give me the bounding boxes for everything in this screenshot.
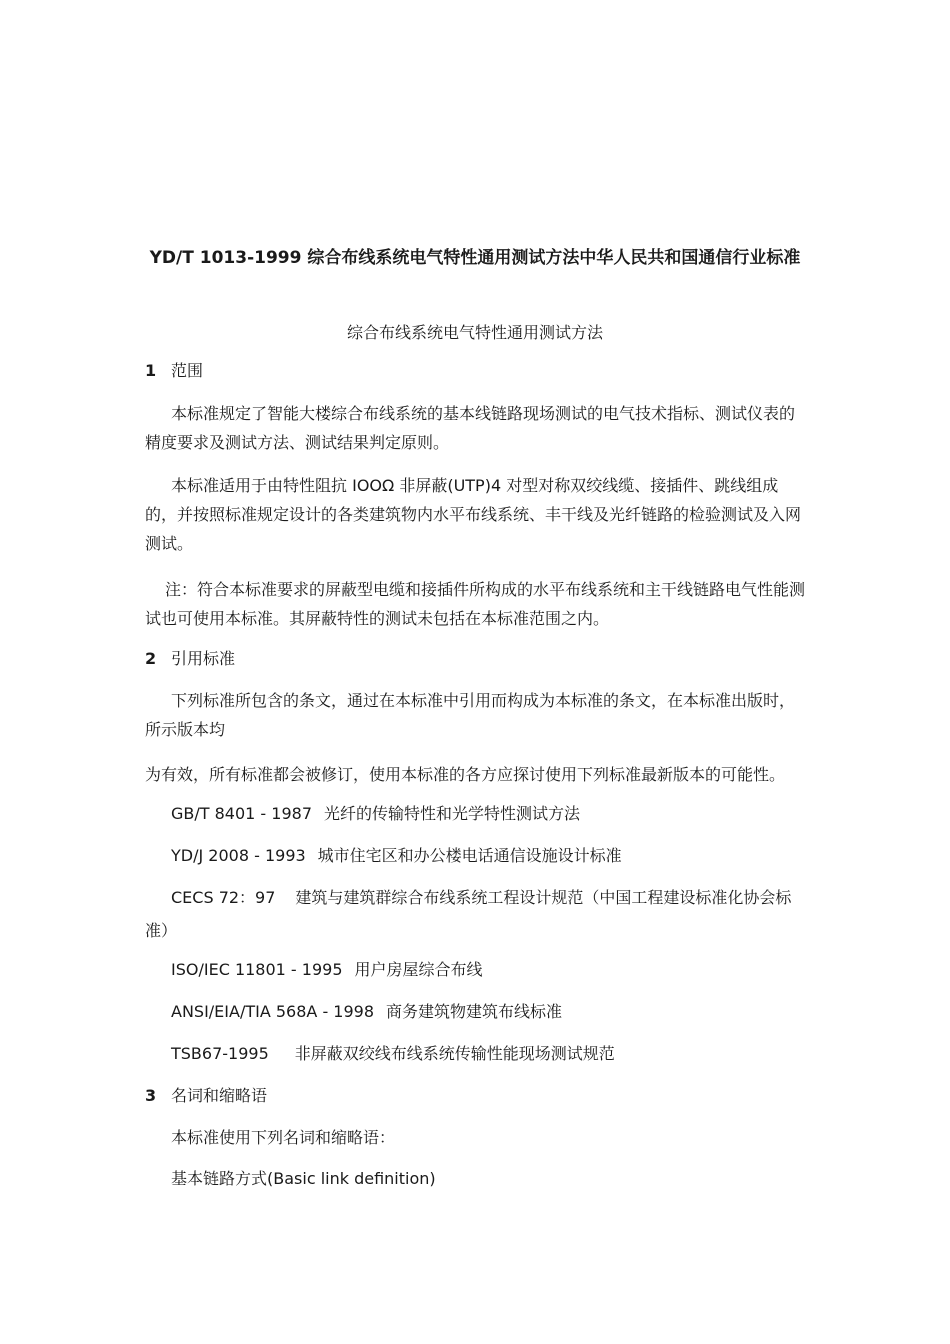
reference-code: GB/T 8401 - 1987 bbox=[171, 804, 313, 823]
reference-code: ANSI/EIA/TIA 568A - 1998 bbox=[171, 1002, 375, 1021]
document-title: YD/T 1013-1999 综合布线系统电气特性通用测试方法中华人民共和国通信行业标准 bbox=[149, 248, 801, 268]
reference-item bbox=[171, 957, 483, 983]
references-paragraph-1: 下列标准所包含的条文，通过在本标准中引用而构成为本标准的条文，在本标准出版时，所示版本均 bbox=[145, 691, 796, 739]
utp-term: (UTP)4 bbox=[447, 476, 502, 495]
section-number: 3 bbox=[145, 1086, 157, 1105]
scope-note: 注：符合本标准要求的屏蔽型电缆和接插件所构成的水平布线系统和主干线链路电气性能测试也可使用本标准。其屏蔽特性的测试未包括在本标准范围之内。 bbox=[145, 580, 806, 628]
section-number: 1 bbox=[145, 361, 157, 380]
term-chinese: 基本链路方式 bbox=[171, 1169, 268, 1188]
reference-code: TSB67-1995 bbox=[171, 1044, 269, 1063]
reference-title: 商务建筑物建筑布线标准 bbox=[386, 1002, 563, 1021]
scope-text-a: 本标准适用于由特性阻抗 bbox=[171, 476, 353, 495]
reference-item bbox=[171, 1041, 615, 1067]
scope-paragraph-2 bbox=[145, 471, 810, 558]
scope-text-e: 对型对称双绞线缆、接插件、跳线组成的，并按照标准规定设计的各类建筑物内水平布线系统、丰干线及光纤链路的检验测试及入网测试。 bbox=[145, 476, 802, 553]
reference-item bbox=[145, 881, 810, 947]
term-basic-link bbox=[171, 1166, 436, 1192]
references-paragraph-2: 为有效，所有标准都会被修订，使用本标准的各方应探讨使用下列标准最新版本的可能性。 bbox=[145, 765, 786, 784]
scope-paragraph-1: 本标准规定了智能大楼综合布线系统的基本线链路现场测试的电气技术指标、测试仪表的精度要求及测试方法、测试结果判定原则。 bbox=[145, 404, 796, 452]
reference-item bbox=[171, 801, 580, 827]
document-subtitle: 综合布线系统电气特性通用测试方法 bbox=[346, 323, 603, 342]
reference-title: 用户房屋综合布线 bbox=[354, 960, 483, 979]
reference-title: 建筑与建筑群综合布线系统工程设计规范（中国工程建设标准化协会标准） bbox=[145, 888, 792, 940]
reference-code: CECS 72：97 bbox=[171, 888, 276, 907]
reference-title: 光纤的传输特性和光学特性测试方法 bbox=[324, 804, 581, 823]
impedance-value: IOOΩ bbox=[352, 476, 395, 495]
reference-title: 非屏蔽双绞线布线系统传输性能现场测试规范 bbox=[294, 1044, 615, 1063]
section-heading-terms bbox=[145, 1083, 267, 1109]
reference-code: YD/J 2008 - 1993 bbox=[171, 846, 306, 865]
terms-intro: 本标准使用下列名词和缩略语： bbox=[171, 1128, 396, 1147]
reference-code: ISO/IEC 11801 - 1995 bbox=[171, 960, 343, 979]
term-english: (Basic link definition) bbox=[267, 1169, 436, 1188]
section-title: 引用标准 bbox=[171, 649, 236, 668]
scope-text-c: 非屏蔽 bbox=[394, 476, 448, 495]
section-number: 2 bbox=[145, 649, 157, 668]
section-heading-scope bbox=[145, 358, 203, 384]
section-title: 范围 bbox=[171, 361, 204, 380]
reference-item bbox=[171, 999, 562, 1025]
reference-item bbox=[171, 843, 622, 869]
section-title: 名词和缩略语 bbox=[171, 1086, 268, 1105]
section-heading-references bbox=[145, 646, 235, 672]
reference-title: 城市住宅区和办公楼电话通信设施设计标准 bbox=[317, 846, 622, 865]
